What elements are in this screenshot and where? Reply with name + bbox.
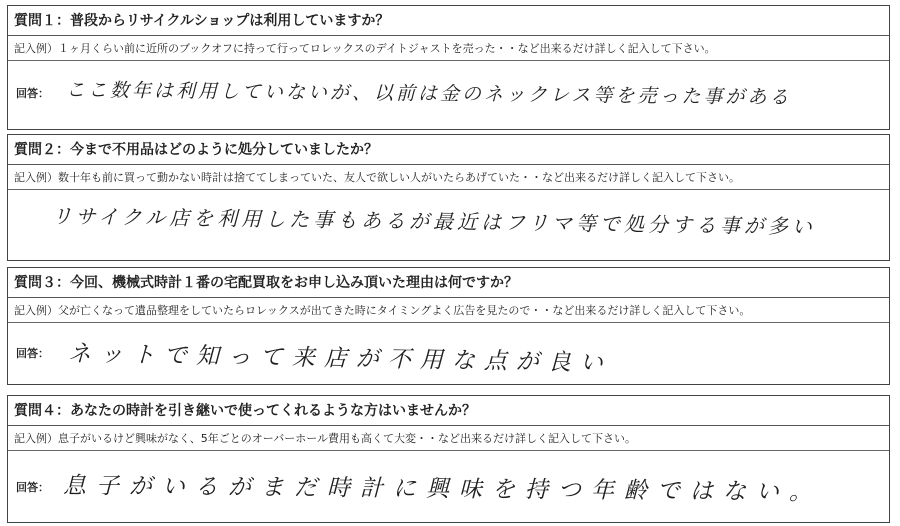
question-4-title: 質問４：あなたの時計を引き継いで使ってくれるような方はいませんか？ [8, 396, 889, 426]
question-3-answer-area [8, 323, 889, 382]
question-2-title: 質問２：今まで不用品はどのように処分していましたか？ [8, 135, 889, 165]
question-1-answer-area [8, 61, 889, 127]
question-2-answer-text: リサイクル店を利用した事もあるが最近はフリマ等で処分する事が多い [51, 204, 817, 239]
question-1-example: 記入例）１ヶ月くらい前に近所のブックオフに持って行ってロレックスのデイトジャストを売った・・など出来るだけ詳しく記入して下さい。 [8, 36, 889, 61]
question-3-box [7, 267, 890, 385]
question-4-answer-label: 回答： [16, 481, 49, 494]
question-3-answer-text: ネットで知って来店が不用な点が良い [67, 341, 613, 377]
question-1-answer-label: 回答： [16, 87, 49, 100]
question-3-title: 質問３：今回、機械式時計１番の宅配買取をお申し込み頂いた理由は何ですか？ [8, 268, 889, 298]
question-1-box [7, 5, 890, 130]
question-4-answer-text: 息子がいるがまだ時計に興味を持つ年齢ではない。 [62, 473, 823, 506]
question-1-answer-text: ここ数年は利用していないが、以前は金のネックレス等を売った事がある [65, 79, 792, 109]
question-4-box [7, 395, 890, 523]
question-1-title: 質問１：普段からリサイクルショップは利用していますか？ [8, 6, 889, 36]
question-2-example: 記入例）数十年も前に買って動かない時計は捨ててしまっていた、友人で欲しい人がいたらあげていた・・など出来るだけ詳しく記入して下さい。 [8, 165, 889, 190]
question-4-answer-area [8, 451, 889, 520]
question-3-example: 記入例）父が亡くなって遺品整理をしていたらロレックスが出てきた時にタイミングよく広告を見たので・・など出来るだけ詳しく記入して下さい。 [8, 298, 889, 323]
question-2-answer-area [8, 190, 889, 258]
question-2-box [7, 134, 890, 261]
question-3-answer-label: 回答： [16, 347, 49, 360]
question-4-example: 記入例）息子がいるけど興味がなく、5年ごとのオーバーホール費用も高くて大変・・など出来るだけ詳しく記入して下さい。 [8, 426, 889, 451]
